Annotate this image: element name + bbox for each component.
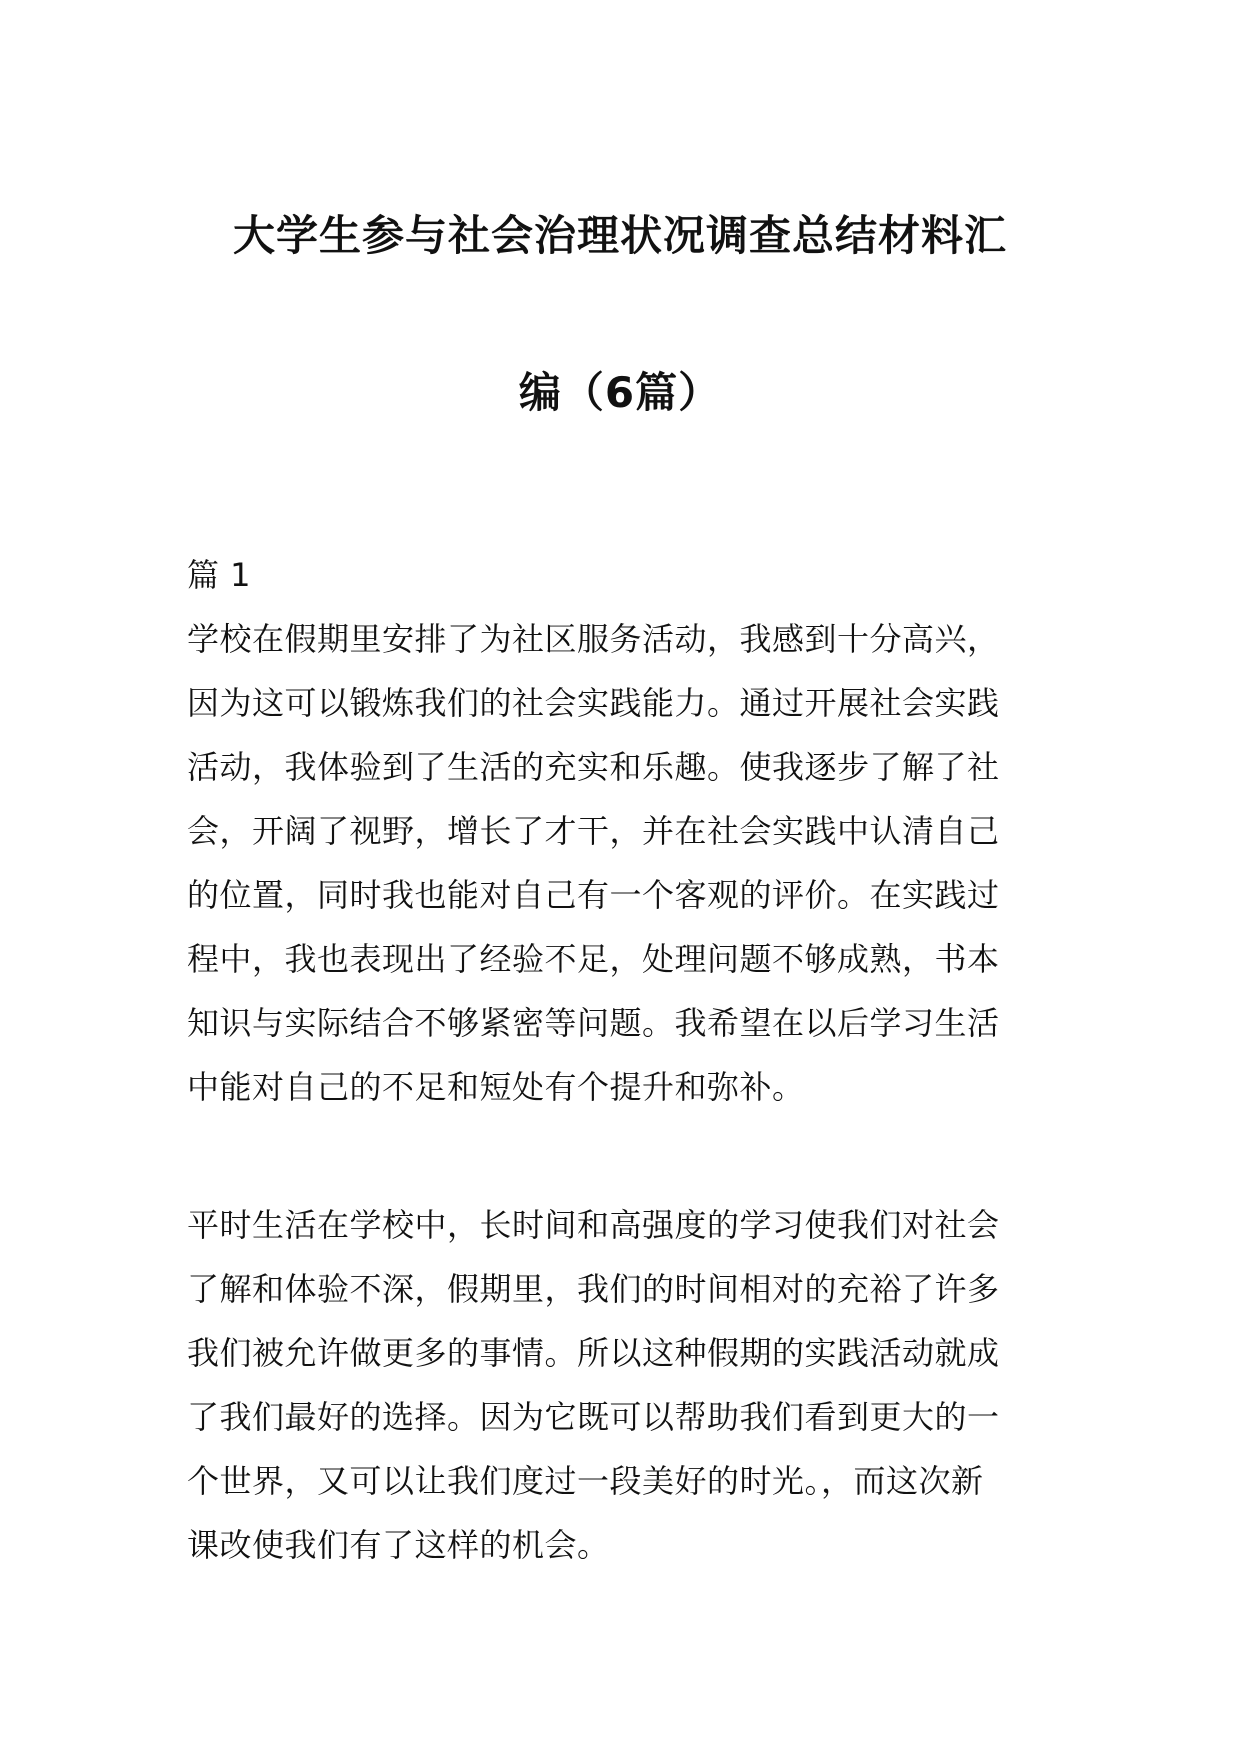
paragraph-line: 我们被允许做更多的事情。所以这种假期的实践活动就成 (187, 1334, 1000, 1372)
paragraph-line: 知识与实际结合不够紧密等问题。我希望在以后学习生活 (187, 1004, 1000, 1042)
document-title-line-1: 大学生参与社会治理状况调查总结材料汇 (232, 211, 1007, 260)
paragraph-line: 因为这可以锻炼我们的社会实践能力。通过开展社会实践 (187, 684, 1000, 722)
paragraph-line: 中能对自己的不足和短处有个提升和弥补。 (187, 1068, 805, 1106)
paragraph-line: 会，开阔了视野，增长了才干，并在社会实践中认清自己 (187, 812, 1000, 850)
paragraph-line: 了我们最好的选择。因为它既可以帮助我们看到更大的一 (187, 1398, 1000, 1436)
section-heading: 篇 1 (187, 556, 252, 594)
paragraph-1 (187, 607, 1053, 1119)
paragraph-line: 课改使我们有了这样的机会。 (187, 1526, 610, 1564)
paragraph-line: 活动，我体验到了生活的充实和乐趣。使我逐步了解了社 (187, 748, 1000, 786)
paragraph-line: 个世界，又可以让我们度过一段美好的时光。，而这次新 (187, 1462, 984, 1500)
paragraph-line: 程中，我也表现出了经验不足，处理问题不够成熟，书本 (187, 940, 1000, 978)
paragraph-line: 了解和体验不深，假期里，我们的时间相对的充裕了许多 (187, 1270, 1000, 1308)
document-title-line-2: 编（6篇） (518, 368, 722, 417)
paragraph-line: 学校在假期里安排了为社区服务活动，我感到十分高兴， (187, 620, 1000, 658)
paragraph-2 (187, 1193, 1053, 1577)
paragraph-line: 的位置，同时我也能对自己有一个客观的评价。在实践过 (187, 876, 1000, 914)
paragraph-line: 平时生活在学校中，长时间和高强度的学习使我们对社会 (187, 1206, 1000, 1244)
